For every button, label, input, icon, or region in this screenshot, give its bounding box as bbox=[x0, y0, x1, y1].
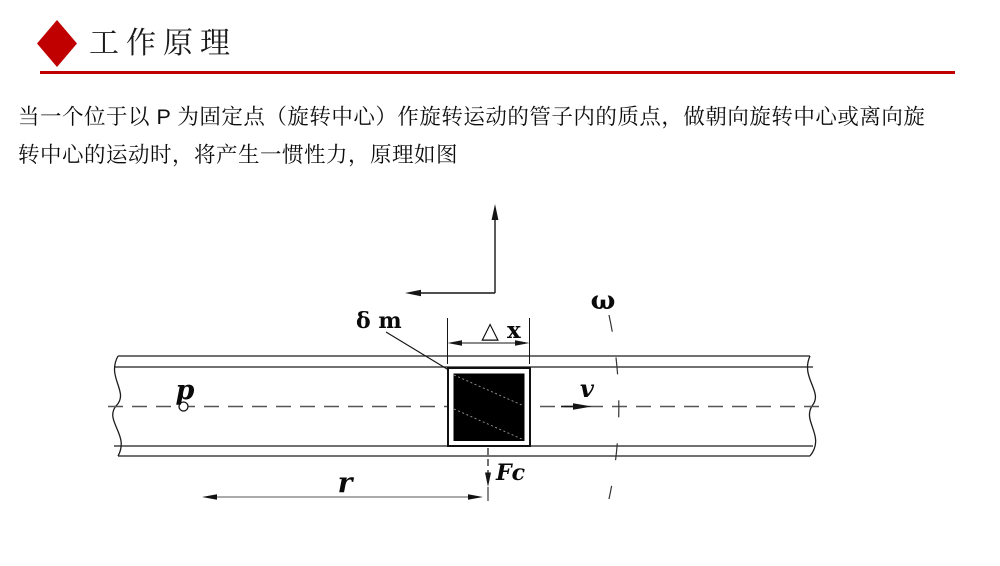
radius-label: r bbox=[337, 466, 353, 499]
axis-left-arrowhead-icon bbox=[405, 290, 421, 296]
body-text-line-1: 当一个位于以 P 为固定点（旋转中心）作旋转运动的管子内的质点，做朝向旋转中心或离向旋 bbox=[18, 105, 926, 129]
mass-fill bbox=[454, 374, 525, 442]
omega-indicator bbox=[591, 286, 619, 499]
radius-dimension bbox=[202, 466, 483, 500]
mass-label: δ m bbox=[356, 308, 402, 334]
delta-x-dimension bbox=[448, 317, 530, 364]
velocity-arrow bbox=[561, 374, 595, 410]
deltax-label: △ x bbox=[481, 317, 521, 344]
velocity-label: v bbox=[580, 374, 594, 403]
force-label: Fc bbox=[496, 460, 526, 486]
mass-leader-line bbox=[386, 332, 452, 372]
body-text-line-2: 转中心的运动时，将产生一惯性力，原理如图 bbox=[18, 143, 459, 167]
deltax-left-arrowhead-icon bbox=[448, 340, 463, 345]
pivot-label: p bbox=[175, 375, 195, 406]
force-arrowhead-icon bbox=[485, 473, 491, 488]
velocity-arrowhead-icon bbox=[573, 403, 592, 410]
page-title: 工作原理 bbox=[89, 27, 237, 60]
pivot-point bbox=[176, 375, 195, 411]
coordinate-axes bbox=[405, 204, 498, 296]
axis-up-arrowhead-icon bbox=[492, 204, 499, 220]
omega-label: ω bbox=[590, 286, 616, 316]
radius-left-arrowhead-icon bbox=[202, 494, 217, 499]
radius-right-arrowhead-icon bbox=[468, 494, 483, 499]
